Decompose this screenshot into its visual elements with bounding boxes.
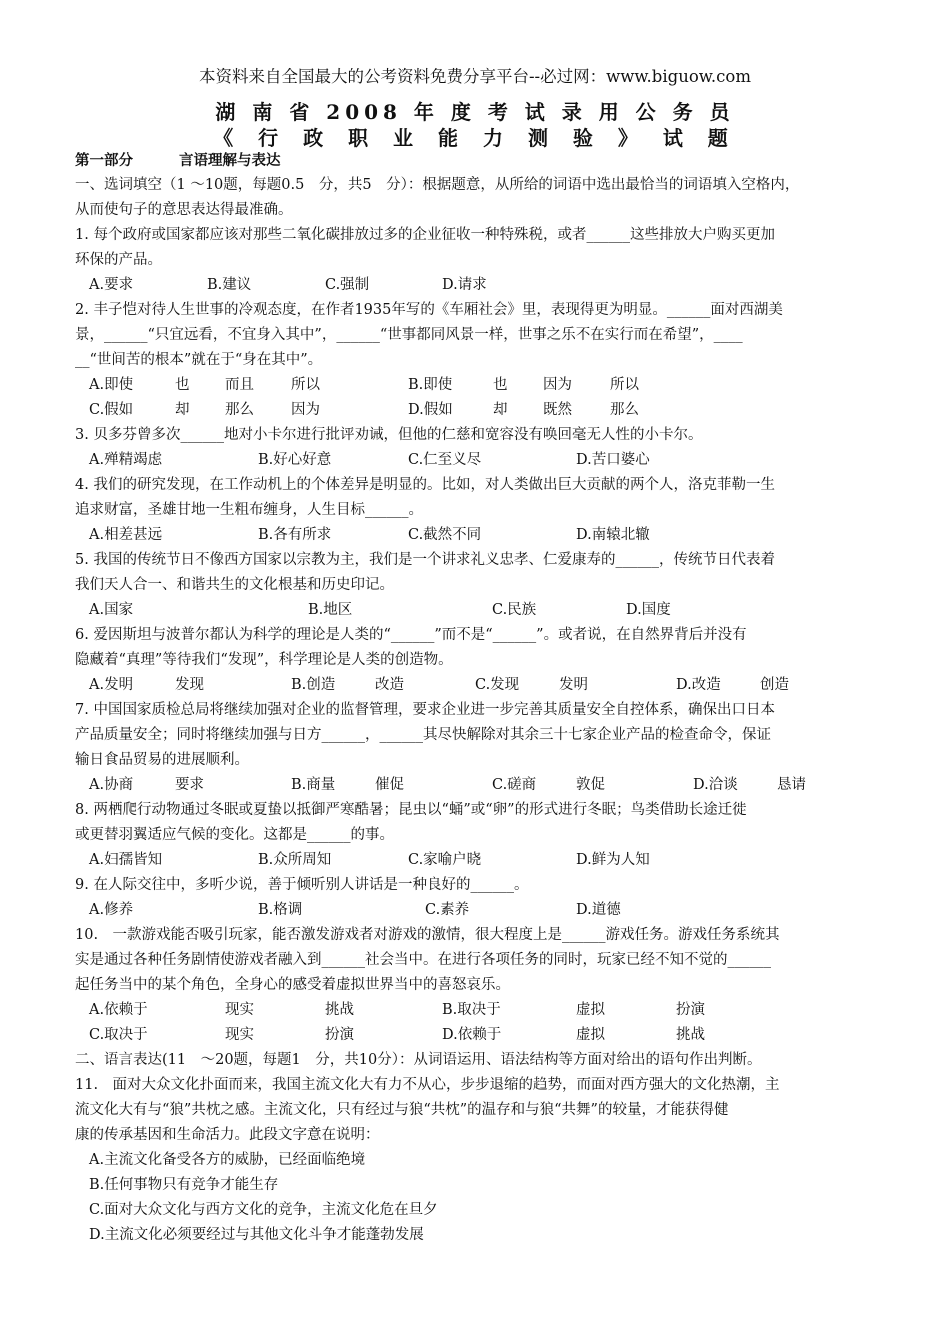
question-2-options-row2 xyxy=(75,398,883,423)
option-a: A.要求 xyxy=(89,277,134,293)
question-2-text: 景，______“只宜远看，不宜身入其中”，______“世事都同风景一样，世事之乐不在实行而在希望”，____ xyxy=(75,327,743,343)
option-d: D.鲜为人知 xyxy=(576,852,650,868)
option-word: 催促 xyxy=(375,777,404,793)
option-word: 扮演 xyxy=(676,1002,705,1018)
option-b: B.任何事物只有竞争才能生存 xyxy=(89,1177,279,1193)
option-d: D.苦口婆心 xyxy=(576,452,650,468)
option-word: 发现 xyxy=(175,677,204,693)
question-11-option-c xyxy=(75,1198,883,1223)
question-8-text: 或更替羽翼适应气候的变化。这都是______的事。 xyxy=(75,827,394,843)
option-a: A.发明 xyxy=(89,677,134,693)
question-10-text: 实是通过各种任务剧情使游戏者融入到______社会当中。在进行各项任务的同时，玩家已经不知不觉的______ xyxy=(75,952,771,968)
option-a: A.主流文化备受各方的威胁，已经面临绝境 xyxy=(89,1152,366,1168)
question-9-text: 9. 在人际交往中，多听少说，善于倾听别人讲话是一种良好的______。 xyxy=(75,877,529,893)
option-d: D.洽谈 xyxy=(693,777,738,793)
question-2-text: __“世间苦的根本”就在于“身在其中”。 xyxy=(75,352,323,368)
question-8-options xyxy=(75,848,883,873)
option-c: C.面对大众文化与西方文化的竞争，主流文化危在旦夕 xyxy=(89,1202,438,1218)
question-2-text: 2. 丰子恺对待人生世事的冷观态度，在作者1935年写的《车厢社会》里，表现得更为明显。______面对西湖美 xyxy=(75,302,783,318)
option-d: D.改造 xyxy=(676,677,721,693)
option-b: B.取决于 xyxy=(442,1002,501,1018)
section1-intro-line: 从而使句子的意思表达得最准确。 xyxy=(75,202,293,218)
part-name: 言语理解与表达 xyxy=(179,152,281,169)
option-word: 扮演 xyxy=(325,1027,354,1043)
option-a: A.相差甚远 xyxy=(89,527,163,543)
exam-title-line2: 《 行 政 职 业 能 力 测 验 》 试 题 xyxy=(213,126,737,150)
option-d: D.请求 xyxy=(442,277,487,293)
question-7-text: 产品质量安全；同时将继续加强与日方______，______其尽快解除对其余三十七家企业产品的检查命令，保证 xyxy=(75,727,771,743)
question-5-options xyxy=(75,598,883,623)
option-a: A.国家 xyxy=(89,602,134,618)
question-10-text: 起任务当中的某个角色，全身心的感受着虚拟世界当中的喜怒哀乐。 xyxy=(75,977,510,993)
question-10-text: 10. 一款游戏能否吸引玩家，能否激发游戏者对游戏的激情，很大程度上是______游戏任务。游戏任务系统其 xyxy=(75,927,780,943)
part-label: 第一部分 xyxy=(75,152,133,169)
option-c: C.家喻户晓 xyxy=(408,852,482,868)
option-word: 创造 xyxy=(760,677,789,693)
option-word: 恳请 xyxy=(777,777,806,793)
option-word: 改造 xyxy=(375,677,404,693)
option-b: B.众所周知 xyxy=(258,852,332,868)
option-word: 因为 xyxy=(543,377,572,393)
question-10-options-row2 xyxy=(75,1023,883,1048)
question-7-options xyxy=(75,773,883,798)
option-word: 虚拟 xyxy=(576,1002,605,1018)
question-11-text: 康的传承基因和生命活力。此段文字意在说明： xyxy=(75,1127,380,1143)
question-7-text: 7. 中国国家质检总局将继续加强对企业的监督管理，要求企业进一步完善其质量安全自控体系，确保出口日本 xyxy=(75,702,775,718)
option-word: 挑战 xyxy=(325,1002,354,1018)
source-header: 本资料来自全国最大的公考资料免费分享平台--必过网：www.biguow.com xyxy=(198,67,751,86)
question-8-text: 8. 两栖爬行动物通过冬眠或夏蛰以抵御严寒酷暑；昆虫以“蛹”或“卵”的形式进行冬眠；鸟类借助长途迁徙 xyxy=(75,802,747,818)
question-10-options-row1 xyxy=(75,998,883,1023)
option-b: B.商量 xyxy=(291,777,336,793)
option-word: 而且 xyxy=(225,377,254,393)
section1-intro-line: 一、选词填空（1 ～10题，每题0.5 分，共5 分）：根据题意，从所给的词语中选出最恰当的词语填入空格内， xyxy=(75,177,800,193)
question-1-text: 环保的产品。 xyxy=(75,252,162,268)
exam-title-line1: 湖 南 省 2008 年 度 考 试 录 用 公 务 员 xyxy=(215,100,735,124)
option-word: 要求 xyxy=(175,777,204,793)
option-d: D.南辕北辙 xyxy=(576,527,650,543)
question-6-text: 6. 爱因斯坦与波普尔都认为科学的理论是人类的“______”而不是“______”。或者说，在自然界背后并没有 xyxy=(75,627,747,643)
option-c: C.发现 xyxy=(475,677,520,693)
option-d: D.国度 xyxy=(626,602,671,618)
question-4-text: 4. 我们的研究发现，在工作动机上的个体差异是明显的。比如，对人类做出巨大贡献的两个人，洛克菲勒一生 xyxy=(75,477,775,493)
option-b: B.即使 xyxy=(408,377,453,393)
option-d: D.依赖于 xyxy=(442,1027,502,1043)
question-4-options xyxy=(75,523,883,548)
option-word: 那么 xyxy=(610,402,639,418)
option-word: 发明 xyxy=(559,677,588,693)
option-word: 挑战 xyxy=(676,1027,705,1043)
option-c: C.仁至义尽 xyxy=(408,452,482,468)
question-9-options xyxy=(75,898,883,923)
option-word: 敦促 xyxy=(576,777,605,793)
question-6-text: 隐藏着“真理”等待我们“发现”，科学理论是人类的创造物。 xyxy=(75,652,453,668)
option-b: B.地区 xyxy=(308,602,353,618)
question-5-text: 我们天人合一、和谐共生的文化根基和历史印记。 xyxy=(75,577,394,593)
option-b: B.格调 xyxy=(258,902,303,918)
option-c: C.假如 xyxy=(89,402,134,418)
option-word: 现实 xyxy=(225,1002,254,1018)
option-word: 所以 xyxy=(610,377,639,393)
question-3-text: 3. 贝多芬曾多次______地对小卡尔进行批评劝诫，但他的仁慈和宽容没有唤回毫无人性的小卡尔。 xyxy=(75,427,703,443)
question-11-option-d xyxy=(75,1223,883,1248)
option-d: D.主流文化必须要经过与其他文化斗争才能蓬勃发展 xyxy=(89,1227,424,1243)
option-b: B.创造 xyxy=(291,677,336,693)
option-a: A.修养 xyxy=(89,902,134,918)
question-1-options xyxy=(75,273,883,298)
question-1-text: 1. 每个政府或国家都应该对那些二氧化碳排放过多的企业征收一种特殊税，或者______这些排放大户购买更加 xyxy=(75,227,775,243)
option-word: 却 xyxy=(175,402,190,418)
question-11-option-b xyxy=(75,1173,883,1198)
option-word: 却 xyxy=(493,402,508,418)
option-a: A.即使 xyxy=(89,377,134,393)
option-word: 也 xyxy=(175,377,190,393)
section2-intro: 二、语言表达(11 ～20题，每题1 分，共10分）：从词语运用、语法结构等方面对给出的语句作出判断。 xyxy=(75,1052,762,1068)
question-11-text: 11. 面对大众文化扑面而来，我国主流文化大有力不从心，步步退缩的趋势，而面对西方强大的文化热潮，主 xyxy=(75,1077,780,1093)
question-6-options xyxy=(75,673,883,698)
option-a: A.依赖于 xyxy=(89,1002,148,1018)
option-c: C.素养 xyxy=(425,902,470,918)
option-word: 虚拟 xyxy=(576,1027,605,1043)
option-word: 所以 xyxy=(291,377,320,393)
option-a: A.协商 xyxy=(89,777,134,793)
exam-content xyxy=(75,148,883,1248)
question-11-option-a xyxy=(75,1148,883,1173)
option-word: 因为 xyxy=(291,402,320,418)
question-4-text: 追求财富，圣雄甘地一生粗布缠身，人生目标______。 xyxy=(75,502,423,518)
part-heading xyxy=(75,148,883,173)
question-11-text: 流文化大有与“狼”共枕之感。主流文化，只有经过与狼“共枕”的温存和与狼“共舞”的较量，才能获得健 xyxy=(75,1102,729,1118)
option-b: B.各有所求 xyxy=(258,527,332,543)
question-5-text: 5. 我国的传统节日不像西方国家以宗教为主，我们是一个讲求礼义忠孝、仁爱康寿的______，传统节日代表着 xyxy=(75,552,775,568)
option-d: D.假如 xyxy=(408,402,453,418)
option-c: C.取决于 xyxy=(89,1027,148,1043)
option-b: B.建议 xyxy=(207,277,252,293)
option-word: 现实 xyxy=(225,1027,254,1043)
option-a: A.妇孺皆知 xyxy=(89,852,163,868)
option-c: C.磋商 xyxy=(492,777,537,793)
option-word: 那么 xyxy=(225,402,254,418)
option-b: B.好心好意 xyxy=(258,452,332,468)
option-word: 既然 xyxy=(543,402,572,418)
option-a: A.殚精竭虑 xyxy=(89,452,163,468)
option-c: C.强制 xyxy=(325,277,370,293)
option-c: C.截然不同 xyxy=(408,527,482,543)
option-d: D.道德 xyxy=(576,902,621,918)
question-7-text: 输日食品贸易的进展顺利。 xyxy=(75,752,249,768)
option-word: 也 xyxy=(493,377,508,393)
question-2-options-row1 xyxy=(75,373,883,398)
option-c: C.民族 xyxy=(492,602,537,618)
question-3-options xyxy=(75,448,883,473)
